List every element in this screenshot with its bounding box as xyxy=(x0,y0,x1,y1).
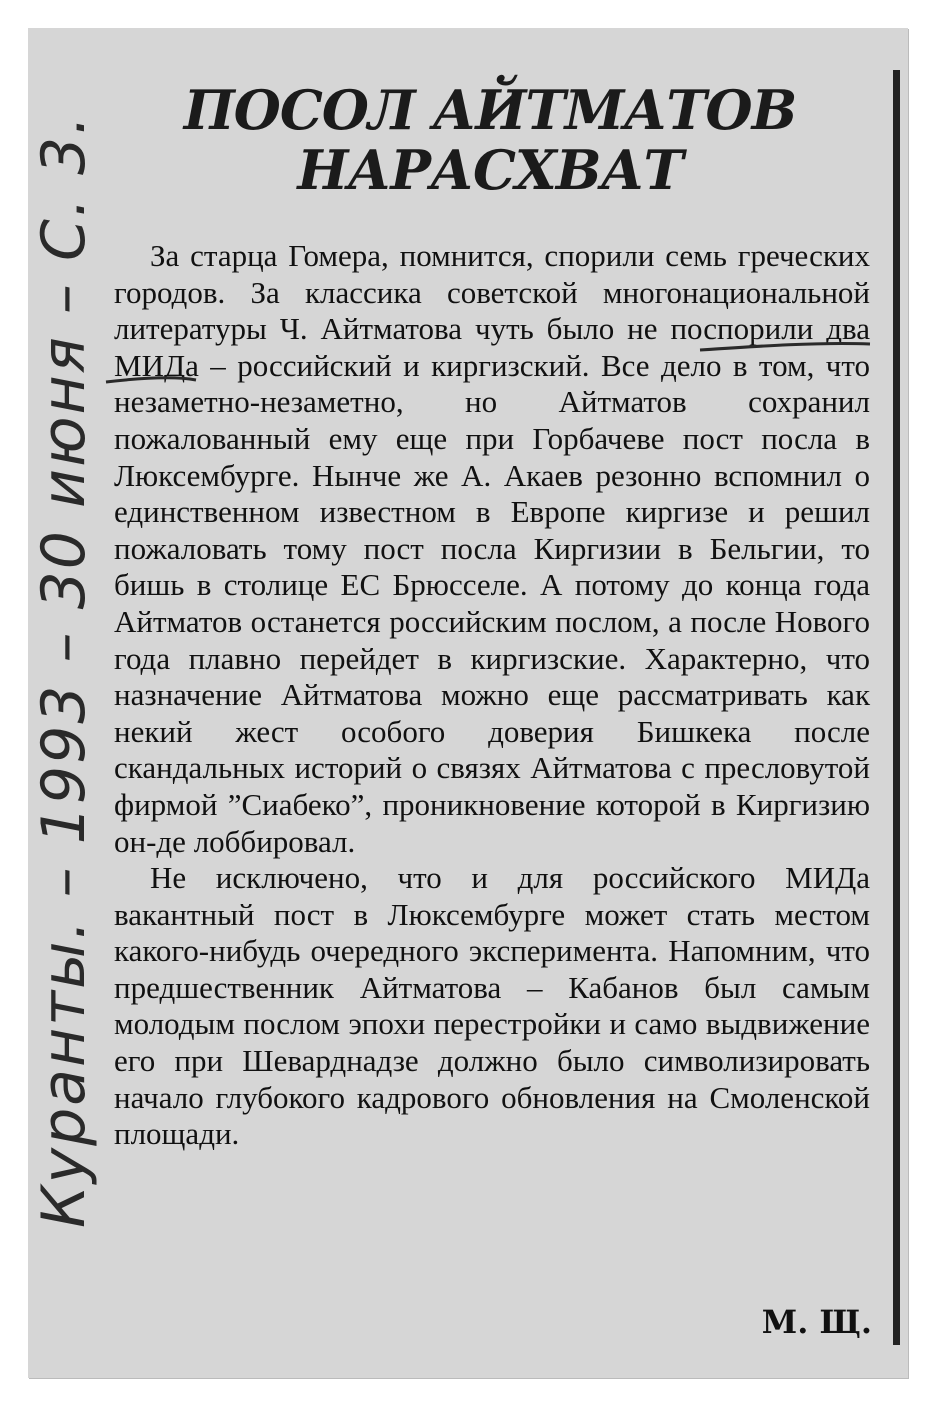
handwritten-source-note: Куранты. – 1993 – 30 июня – С. 3. xyxy=(29,113,99,1228)
article-paragraph-2: Не исключено, что и для российского МИДа вакантный пост в Люксембурге может стать местом какого-нибудь очередного эксперимента. Напомним, что предшественник Айтматова – Кабанов был самым молодым послом эпохи перестройки и само выдвижение его при Шеварднадзе должно было символизировать начало глубокого кадрового обновления на Смоленской площади. xyxy=(114,860,870,1152)
article-body xyxy=(114,238,870,1153)
column-rule xyxy=(893,70,900,1345)
headline-line-2: НАРАСХВАТ xyxy=(297,138,683,202)
article-paragraph-1: За старца Гомера, помнится, спорили семь греческих городов. За классика советской многонациональной литературы Ч. Айтматова чуть было не поспорили два МИДа – российский и киргизский. Все дело в том, что незаметно-незаметно, но Айтматов сохранил пожалованный ему еще при Горбачеве пост посла в Люксембурге. Нынче же А. Акаев резонно вспомнил о единственном известном в Европе киргизе и решил пожаловать тому пост посла Киргизии в Бельгии, то бишь в столице ЕС Брюсселе. А потому до конца года Айтматов останется российским послом, а после Нового года плавно перейдет в киргизские. Характерно, что назначение Айтматова можно еще рассматривать как некий жест особого доверия Бишкека после скандальных историй о связях Айтматова с пресловутой фирмой ”Сиабеко”, проникновение которой в Киргизию он-де лоббировал. xyxy=(114,238,870,859)
author-signature: М. Щ. xyxy=(761,1303,872,1341)
headline xyxy=(150,80,830,200)
headline-line-1: ПОСОЛ АЙТМАТОВ xyxy=(183,78,797,142)
